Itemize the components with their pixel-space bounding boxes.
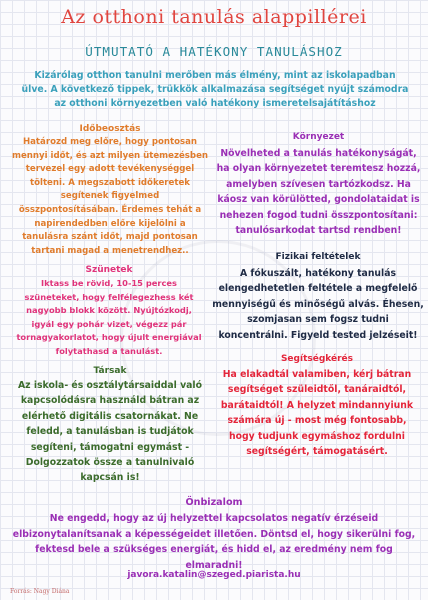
section-text: Határozd meg előre, hogy pontosan mennyi időt, és azt milyen ütemezésben tervezel egy adott tevékenységgel tölteni. A megszabott időkeretek segítenek figyelmed összpontosításában. Érdemes tehát a napirendedben előre kijelölni a tanulásra szánt időt, majd pontosan tartani magad a menetrendhez.. <box>11 137 209 256</box>
section-kornyezet <box>216 132 421 238</box>
section-heading: Segítségkérés <box>280 354 354 364</box>
section-text: Az iskola- és osztálytársaiddal való kapcsolódásra használd bátran az elérhető digitális csatornákat. Ne feledd, a tanulásban is tudjátok segíteni, támogatni egymást - Dolgozzatok össze a tanulnivaló kapcsán is! <box>17 380 203 484</box>
intro-text: Kizárólag otthon tanulni merőben más élmény, mint az iskolapadban ülve. A következő tippek, trükkök alkalmazása segítséget nyújt számodra az otthoni környezetben való hatékony ismeretelsajátításhoz <box>21 70 409 109</box>
section-text: Ha elakadtál valamiben, kérj bátran segítséget szüleidtől, tanáraidtól, barátaidtól! A helyzet mindannyiunk számára új - most még fontosabb, hogy tudjunk egymáshoz fordulni segítségért, támogatásért. <box>220 369 414 458</box>
section-heading: Társak <box>93 366 127 376</box>
section-text: A fókuszált, hatékony tanulás elengedhetetlen feltétele a megfelelő mennyiségű és minőségű alvás. Éhesen, szomjasan sem fogsz tudni koncentrálni. Figyeld tested jelzéseit! <box>212 268 424 341</box>
source-credit: Forrás: Nagy Diána <box>10 588 70 595</box>
section-text: Növelheted a tanulás hatékonyságát, ha olyan környezetet teremtesz hozzá, amelyben szívesen tartózkodsz. Ha káosz van körülötted, gondolataidat is nehezen fogod tudni összpontosítani: tanulósarkodat tartsd rendben! <box>216 148 421 237</box>
section-szunetek <box>14 265 204 359</box>
section-text: Iktass be rövid, 10-15 perces szüneteket, hogy felfélegezhess két nagyobb blokk között. Nyújtózkodj, igyál egy pohár vizet, végezz pár tornagyakorlatot, hogy újult energiával folytathasd a tanulást. <box>16 278 202 356</box>
section-text: Ne engedd, hogy az új helyzettel kapcsolatos negatív érzéseid elbizonytalanítsanak a képességeidet illetően. Döntsd el, hogy sikerülni fog, fektesd bele a szükséges energiát, és hidd el, az eredmény nem fog elmaradni! <box>12 513 416 571</box>
page-title: Az otthoni tanulás alappillérei <box>61 6 367 28</box>
section-heading: Környezet <box>292 132 345 142</box>
section-heading: Önbizalom <box>185 497 243 508</box>
section-heading: Időbeosztás <box>79 124 141 134</box>
contact-email[interactable]: javora.katalin@szeged.piarista.hu <box>127 570 301 580</box>
page-subtitle: ÚTMUTATÓ A HATÉKONY TANULÁSHOZ <box>85 44 343 59</box>
section-heading: Szünetek <box>85 265 133 275</box>
section-onbizalom <box>12 497 416 573</box>
section-segitsegkeres <box>214 354 420 459</box>
section-heading: Fizikai feltételek <box>275 252 361 262</box>
section-idobeosztas <box>10 124 210 258</box>
section-fizikai <box>212 252 424 343</box>
section-tarsak <box>12 366 208 486</box>
